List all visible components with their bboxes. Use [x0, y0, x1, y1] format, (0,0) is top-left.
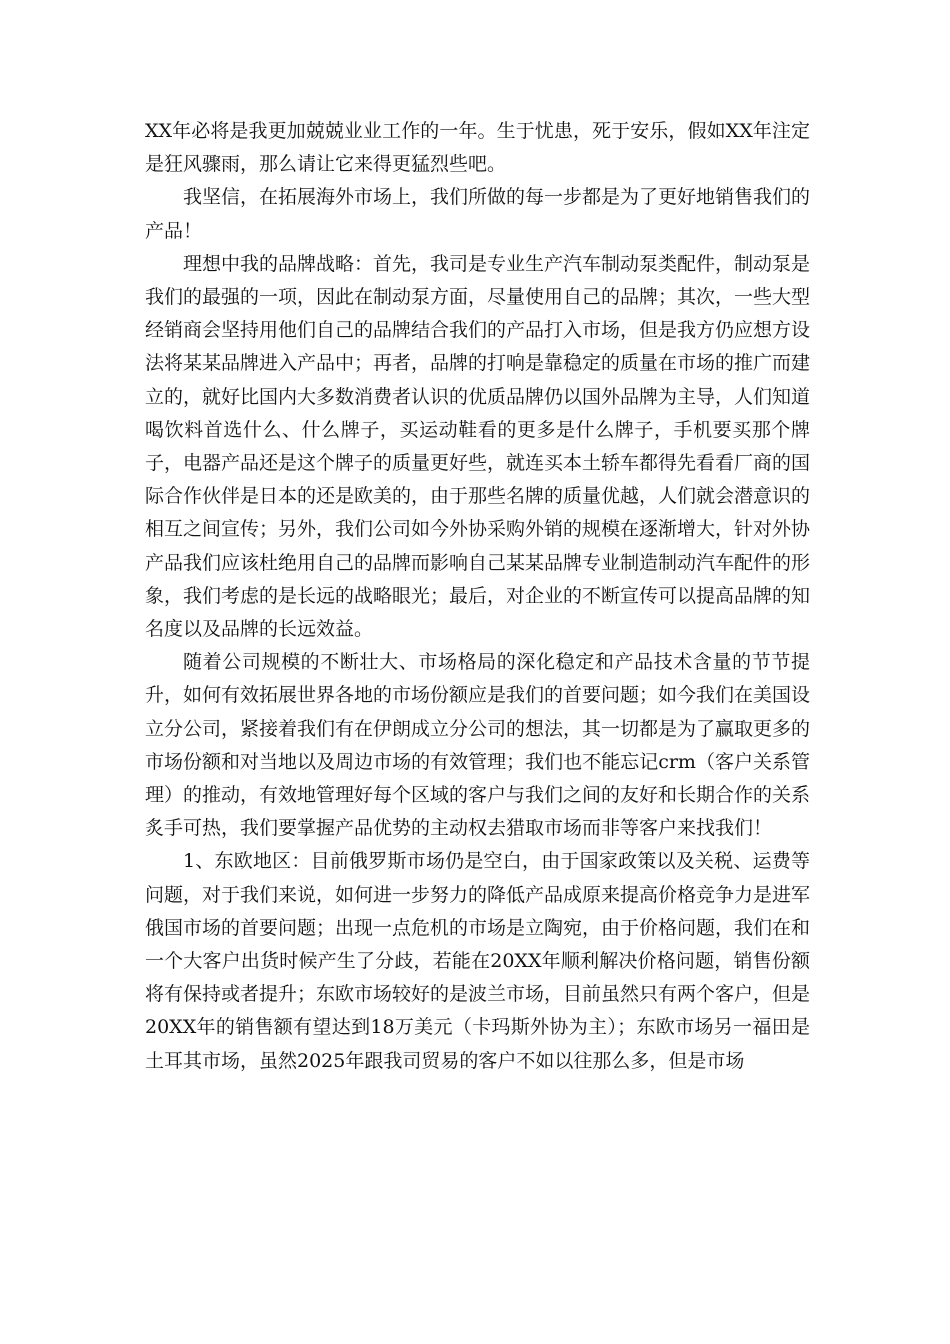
- paragraph: 随着公司规模的不断壮大、市场格局的深化稳定和产品技术含量的节节提升，如何有效拓展世界各地的市场份额应是我们的首要问题；如今我们在美国设立分公司，紧接着我们有在伊朗成立分公司的想法，其一切都是为了赢取更多的市场份额和对当地以及周边市场的有效管理；我们也不能忘记crm（客户关系管理）的推动，有效地管理好每个区域的客户与我们之间的友好和长期合作的关系炙手可热，我们要掌握产品优势的主动权去猎取市场而非等客户来找我们！: [145, 651, 811, 840]
- paragraph: 理想中我的品牌战略：首先，我司是专业生产汽车制动泵类配件，制动泵是我们的最强的一项，因此在制动泵方面，尽量使用自己的品牌；其次，一些大型经销商会坚持用他们自己的品牌结合我们的产品打入市场，但是我方仍应想方设法将某某品牌进入产品中；再者，品牌的打响是靠稳定的质量在市场的推广而建立的，就好比国内大多数消费者认识的优质品牌仍以国外品牌为主导，人们知道喝饮料首选什么、什么牌子，买运动鞋看的更多是什么牌子，手机要买那个牌子，电器产品还是这个牌子的质量更好些，就连买本土轿车都得先看看厂商的国际合作伙伴是日本的还是欧美的，由于那些名牌的质量优越，人们就会潜意识的相互之间宣传；另外，我们公司如今外协采购外销的规模在逐渐增大，针对外协产品我们应该杜绝用自己的品牌而影响自己某某品牌专业制造制动汽车配件的形象，我们考虑的是长远的战略眼光；最后，对企业的不断宣传可以提高品牌的知名度以及品牌的长远效益。: [145, 252, 811, 641]
- paragraph: 我坚信，在拓展海外市场上，我们所做的每一步都是为了更好地销售我们的产品！: [145, 186, 811, 242]
- document-body: [145, 115, 810, 1078]
- paragraph: 1、东欧地区：目前俄罗斯市场仍是空白，由于国家政策以及关税、运费等问题，对于我们来说，如何进一步努力的降低产品成原来提高价格竞争力是进军俄国市场的首要问题；出现一点危机的市场是立陶宛，由于价格问题，我们在和一个大客户出货时候产生了分歧，若能在20XX年顺利解决价格问题，销售份额将有保持或者提升；东欧市场较好的是波兰市场，目前虽然只有两个客户，但是20XX年的销售额有望达到18万美元（卡玛斯外协为主）；东欧市场另一福田是土耳其市场，虽然2025年跟我司贸易的客户不如以往那么多，但是市场: [145, 850, 811, 1072]
- paragraph: XX年必将是我更加兢兢业业工作的一年。生于忧患，死于安乐，假如XX年注定是狂风骤雨，那么请让它来得更猛烈些吧。: [145, 120, 810, 176]
